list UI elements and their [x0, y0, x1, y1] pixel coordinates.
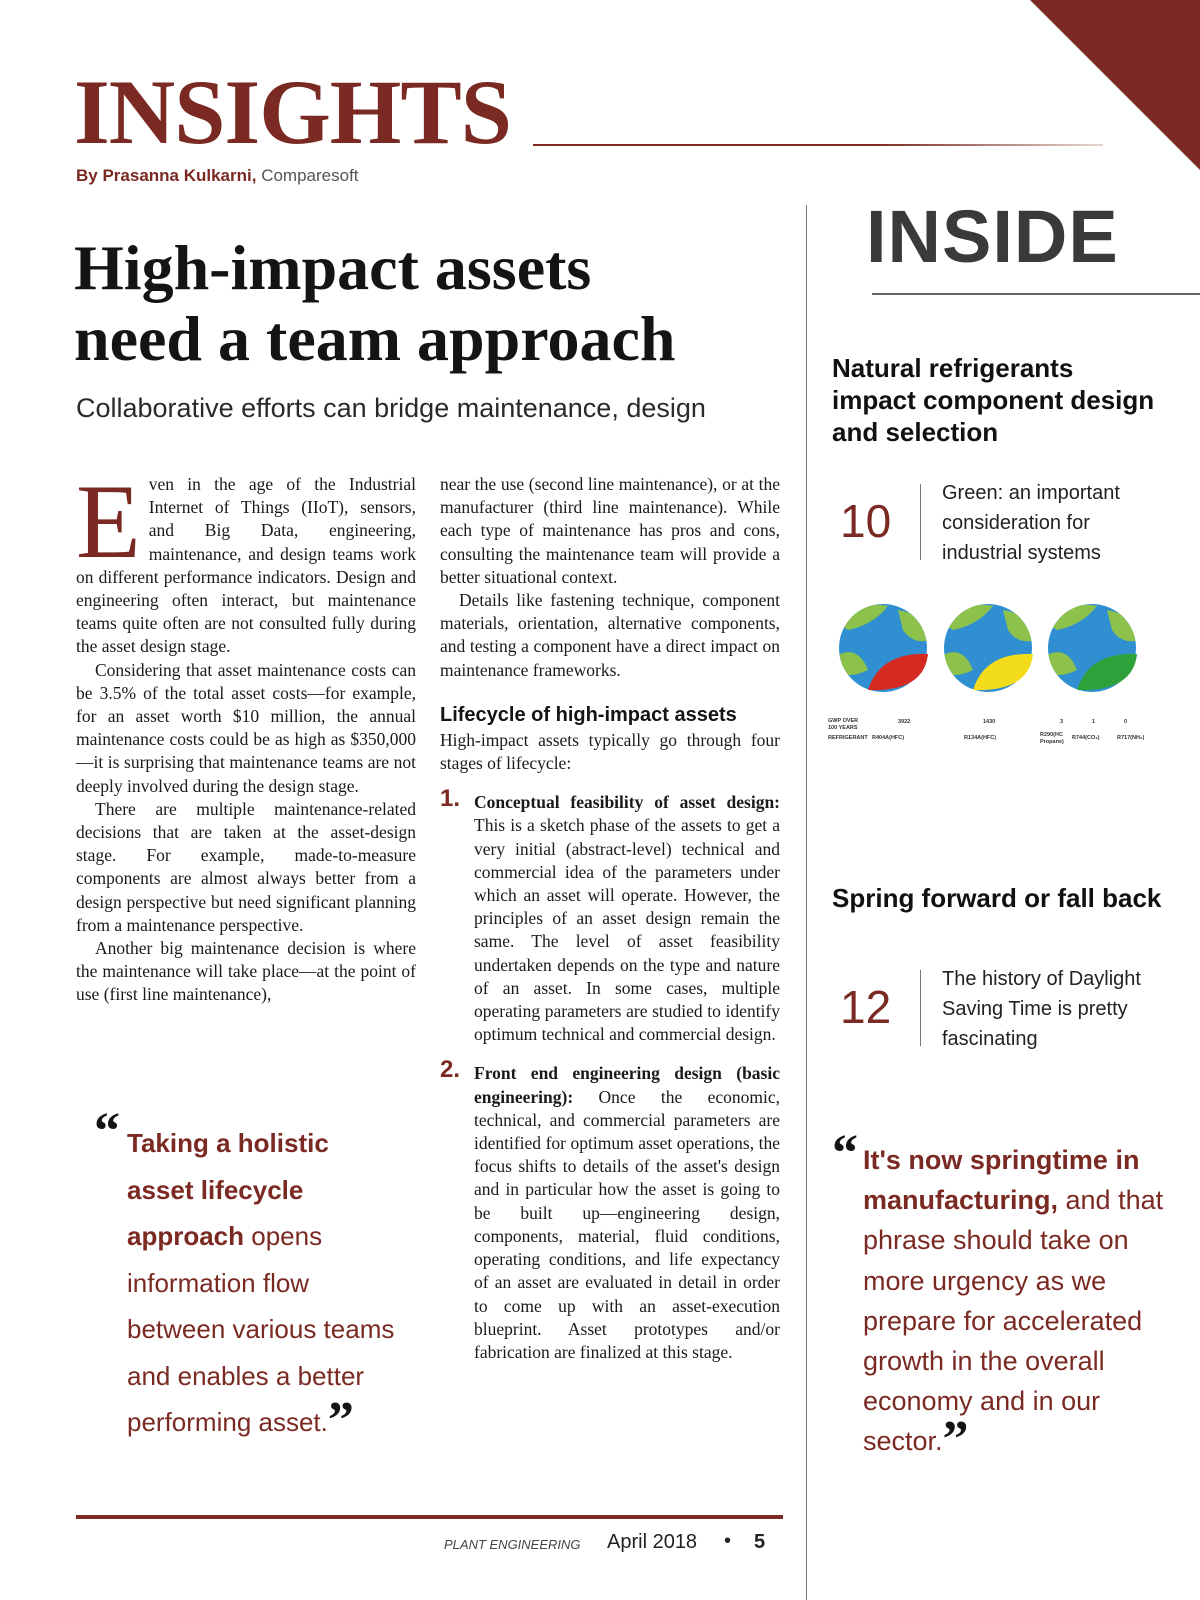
- paragraph-3: There are multiple maintenance-related decisions that are taken at the asset-design stage. For example, made-to-measure components are almost always better from a design perspective but need significant planning from a maintenance perspective.: [76, 798, 416, 935]
- list-number: 2.: [440, 1056, 461, 1084]
- list-item: [440, 785, 780, 1046]
- paragraph-7: High-impact assets typically go through four stages of lifecycle:: [440, 729, 780, 774]
- drop-cap: E: [76, 463, 141, 580]
- article-column-1: [76, 463, 416, 1007]
- gwp-label: GWP OVER 100 YEARS: [828, 718, 859, 731]
- sidebar-pull-quote: [832, 1125, 1172, 1469]
- paragraph-5: near the use (second line maintenance), or at the manufacturer (third line maintenance). While each type of maintenance has pros and cons, consulting the maintenance team will provide a better situational context.: [440, 474, 780, 587]
- article-column-2: [440, 473, 780, 1364]
- teaser-description: Green: an important consideration for industrial systems: [942, 482, 1120, 564]
- byline-author: By Prasanna Kulkarni,: [76, 166, 257, 185]
- close-quote-mark: ”: [942, 1411, 969, 1469]
- headline-line2: need a team approach: [74, 303, 676, 374]
- refrigerant-label: REFRIGERANT: [828, 735, 868, 741]
- article-dek: Collaborative efforts can bridge maintenance, design: [76, 393, 706, 423]
- list-item: [440, 1056, 780, 1364]
- sidebar-title: INSIDE: [866, 195, 1119, 278]
- refrigerant-name: R134A(HFC): [964, 735, 997, 741]
- paragraph-1: [76, 463, 416, 659]
- feature-title[interactable]: Spring forward or fall back: [832, 883, 1162, 913]
- pull-quote-bold: It's now springtime in manufacturing,: [863, 1145, 1140, 1216]
- globe-icon: [833, 604, 930, 692]
- paragraph-2: Considering that asset maintenance costs can be 3.5% of the total asset costs—for example, for an asset worth $10 million, the annual maintenance costs could be as high as $350,000—it is surprising that maintenance teams are not deeply involved during the design stage.: [76, 659, 416, 796]
- teaser[interactable]: [832, 964, 1172, 1054]
- byline: [76, 166, 359, 186]
- list-item-text: Once the economic, technical, and commercial parameters are identified for optimum asset operations, the focus shifts to details of the asset's design and in particular how the asset is going to be built up—engineering design, components, material, fluid conditions, operating conditions, and life expectancy of an asset are evaluated in detail in order to come up with an asset-execution blueprint. Asset prototypes and/or fabrication are finalized at this stage.: [474, 1086, 780, 1362]
- sidebar-divider: [806, 205, 807, 1600]
- pull-quote-rest: and that phrase should take on more urgency as we prepare for accelerated growth in the overall economy and in our sector.: [863, 1185, 1164, 1457]
- list-number: 1.: [440, 785, 461, 813]
- footer-separator: •: [724, 1530, 732, 1552]
- pull-quote-text: [127, 1120, 398, 1449]
- pull-quote-bold: Taking a holistic asset lifecycle approach: [127, 1128, 329, 1251]
- gwp-value: 3922: [898, 719, 911, 725]
- refrigerant-name: R744(CO₂): [1072, 735, 1100, 741]
- pull-quote-rest: opens information flow between various teams and enables a better performing asset.: [127, 1221, 395, 1437]
- globe-leaf-illustration: [828, 600, 1160, 715]
- open-quote-mark: “: [94, 1103, 120, 1160]
- paragraph-4: Another big maintenance decision is where the maintenance will take place—at the point of use (first line maintenance),: [76, 938, 416, 1005]
- teaser-divider: [920, 970, 921, 1046]
- byline-org: Comparesoft: [261, 166, 359, 185]
- close-quote-mark: ”: [327, 1392, 354, 1449]
- publication-name: PLANT ENGINEERING: [444, 1537, 581, 1552]
- title-rule: [533, 144, 1103, 146]
- article-headline: [74, 232, 794, 374]
- globe-icon: [938, 604, 1035, 692]
- paragraph-1-text: ven in the age of the Industrial Internet of Things (IIoT), sensors, and Big Data, engineering, maintenance, and design teams work on different performance indicators. Design and engineering often interact, but maintenance teams quite often are not consulted fully during the asset design stage.: [76, 474, 416, 657]
- gwp-value: 1430: [983, 719, 996, 725]
- headline-line1: High-impact assets: [74, 232, 592, 303]
- feature-title[interactable]: Natural refrigerants impact component design and selection: [832, 353, 1155, 447]
- paragraph-6: Details like fastening technique, component materials, orientation, alternative components, and testing a component have a direct impact on maintenance frameworks.: [440, 590, 780, 680]
- refrigerant-name: R290(HC Propane): [1040, 732, 1064, 745]
- sidebar-title-rule: [872, 293, 1200, 295]
- pull-quote: [94, 1103, 398, 1449]
- gwp-value: 0: [1124, 719, 1128, 725]
- page-number: 5: [754, 1531, 766, 1553]
- pull-quote-text: [863, 1140, 1172, 1469]
- list-item-text: This is a sketch phase of the assets to get a very initial (abstract-level) technical and commercial idea of the parameters under which an asset will operate. However, the principles of an asset design remain the same. The level of asset feasibility undertaken depends on the type and nature of an asset. In some cases, multiple operating parameters are studied to identify optimum technical and commercial design.: [474, 815, 780, 1045]
- subhead: Lifecycle of high-impact assets: [440, 703, 737, 726]
- refrigerant-figure: [828, 600, 1160, 752]
- teaser-divider: [920, 484, 921, 560]
- teaser-page-number: 12: [840, 981, 892, 1033]
- list-item-lead: Front end engineering design (basic engineering):: [474, 1063, 780, 1107]
- refrigerant-name: R717(NH₃): [1117, 735, 1145, 741]
- globe-icon: [1042, 604, 1139, 692]
- list-item-lead: Conceptual feasibility of asset design:: [474, 792, 780, 813]
- teaser-page-number: 10: [840, 495, 892, 547]
- gwp-value: 1: [1092, 719, 1096, 725]
- gwp-value: 3: [1060, 719, 1064, 725]
- teaser-description: The history of Daylight Saving Time is pretty fascinating: [942, 968, 1141, 1050]
- section-title: INSIGHTS: [74, 61, 511, 163]
- teaser[interactable]: [832, 478, 1172, 568]
- open-quote-mark: “: [832, 1125, 858, 1182]
- refrigerant-name: R404A(HFC): [872, 735, 905, 741]
- footer-rule: [76, 1515, 783, 1519]
- issue-date: April 2018: [607, 1531, 698, 1553]
